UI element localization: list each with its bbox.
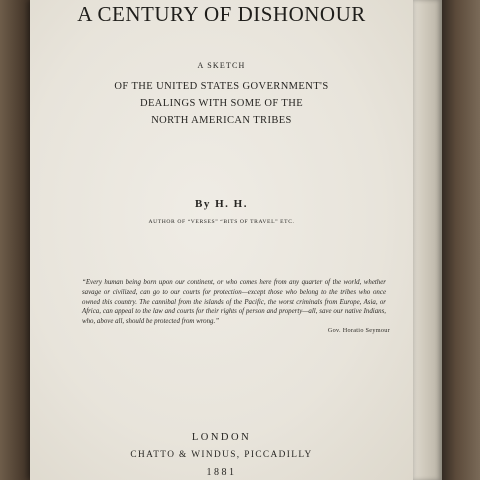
subtitle-line: NORTH AMERICAN TRIBES <box>151 115 292 126</box>
publisher-city: LONDON <box>191 432 252 443</box>
subtitle-lead: A SKETCH <box>197 61 246 70</box>
background-left <box>0 0 34 480</box>
title-page <box>30 0 413 480</box>
byline: By H. H. <box>195 198 248 210</box>
author-note: AUTHOR OF “VERSES” “BITS OF TRAVEL” ETC. <box>148 219 295 225</box>
background-right <box>440 0 480 480</box>
publisher-name: CHATTO & WINDUS, PICCADILLY <box>130 450 313 460</box>
subtitle <box>30 78 413 129</box>
book-title: A CENTURY OF DISHONOUR <box>77 2 366 26</box>
epigraph-attribution: Gov. Horatio Seymour <box>327 327 390 334</box>
page-edges <box>408 0 442 480</box>
subtitle-line: DEALINGS WITH SOME OF THE <box>139 98 304 109</box>
epigraph-quote: “Every human being born upon our continent, or who comes here from any quarter of the world, whether savage or civilized, can go to our courts for protection—except those who belong to the tribes who once owned this country. The cannibal from the islands of the Pacific, the worst criminals from Europe, Asia, or Africa, can appeal to the law and courts for their rights of person and property—all, save our native Indians, who, above all, should be protected from wrong.” <box>82 279 386 326</box>
publisher-year: 1881 <box>206 467 237 478</box>
subtitle-line: OF THE UNITED STATES GOVERNMENT'S <box>114 81 329 92</box>
